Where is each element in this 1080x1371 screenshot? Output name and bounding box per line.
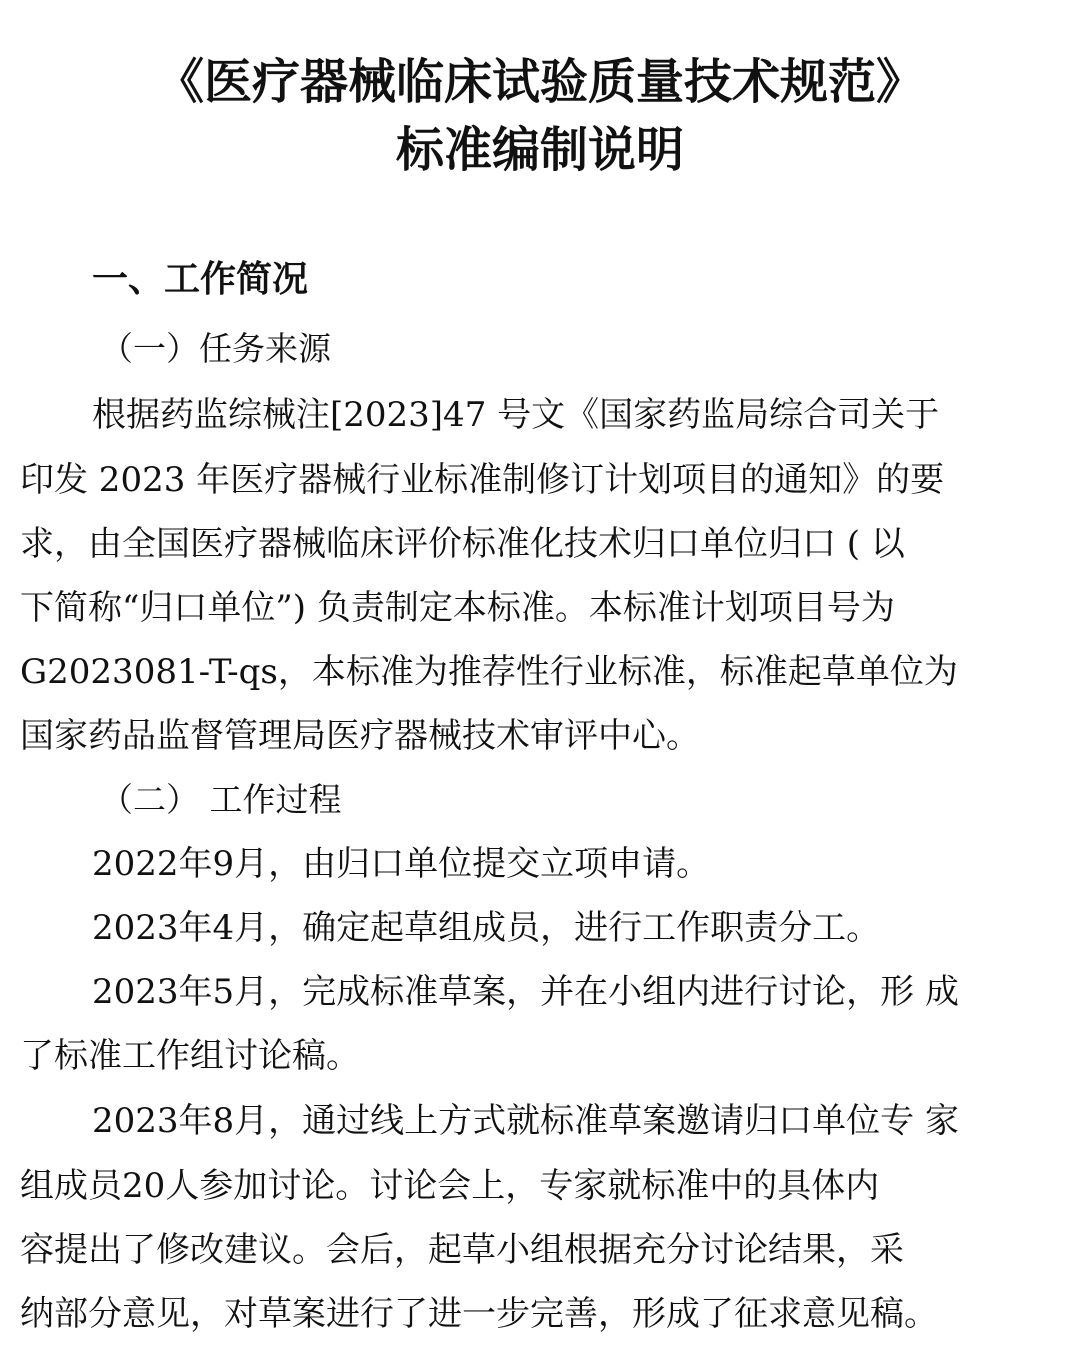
paragraph-2023-04: 2023年4月，确定起草组成员，进行工作职责分工。 [92, 908, 881, 948]
document-title-line-2: 标准编制说明 [395, 122, 684, 178]
paragraph-line: 下简称“归口单位”) 负责制定本标准。本标准计划项目号为 [20, 588, 895, 628]
section-heading-work-overview: 一、工作简况 [92, 259, 309, 300]
paragraph-line: 2023年5月，完成标准草案，并在小组内进行讨论，形 成 [92, 972, 959, 1012]
paragraph-line: 了标准工作组讨论稿。 [20, 1036, 360, 1076]
subsection-heading-work-process: （二） 工作过程 [100, 780, 342, 819]
paragraph-line: 国家药品监督管理局医疗器械技术审评中心。 [20, 716, 700, 756]
subsection-heading-task-source: （一）任务来源 [100, 329, 331, 368]
paragraph-2022-09: 2022年9月，由归口单位提交立项申请。 [92, 844, 711, 884]
paragraph-line: 印发 2023 年医疗器械行业标准制修订计划项目的通知》的要 [20, 460, 945, 500]
document-title-line-1: 《医疗器械临床试验质量技术规范》 [155, 54, 924, 110]
paragraph-line: 组成员20人参加讨论。讨论会上，专家就标准中的具体内 [20, 1166, 880, 1206]
paragraph-line: 求，由全国医疗器械临床评价标准化技术归口单位归口 ( 以 [20, 524, 905, 564]
paragraph-line: G2023081-T-qs，本标准为推荐性行业标准，标准起草单位为 [20, 652, 958, 692]
paragraph-line: 2023年8月，通过线上方式就标准草案邀请归口单位专 家 [92, 1101, 959, 1141]
paragraph-line: 容提出了修改建议。会后，起草小组根据充分讨论结果，采 [20, 1230, 904, 1270]
paragraph-line: 纳部分意见，对草案进行了进一步完善，形成了征求意见稿。 [20, 1294, 938, 1334]
paragraph-line: 根据药监综械注[2023]47 号文《国家药监局综合司关于 [92, 395, 940, 435]
